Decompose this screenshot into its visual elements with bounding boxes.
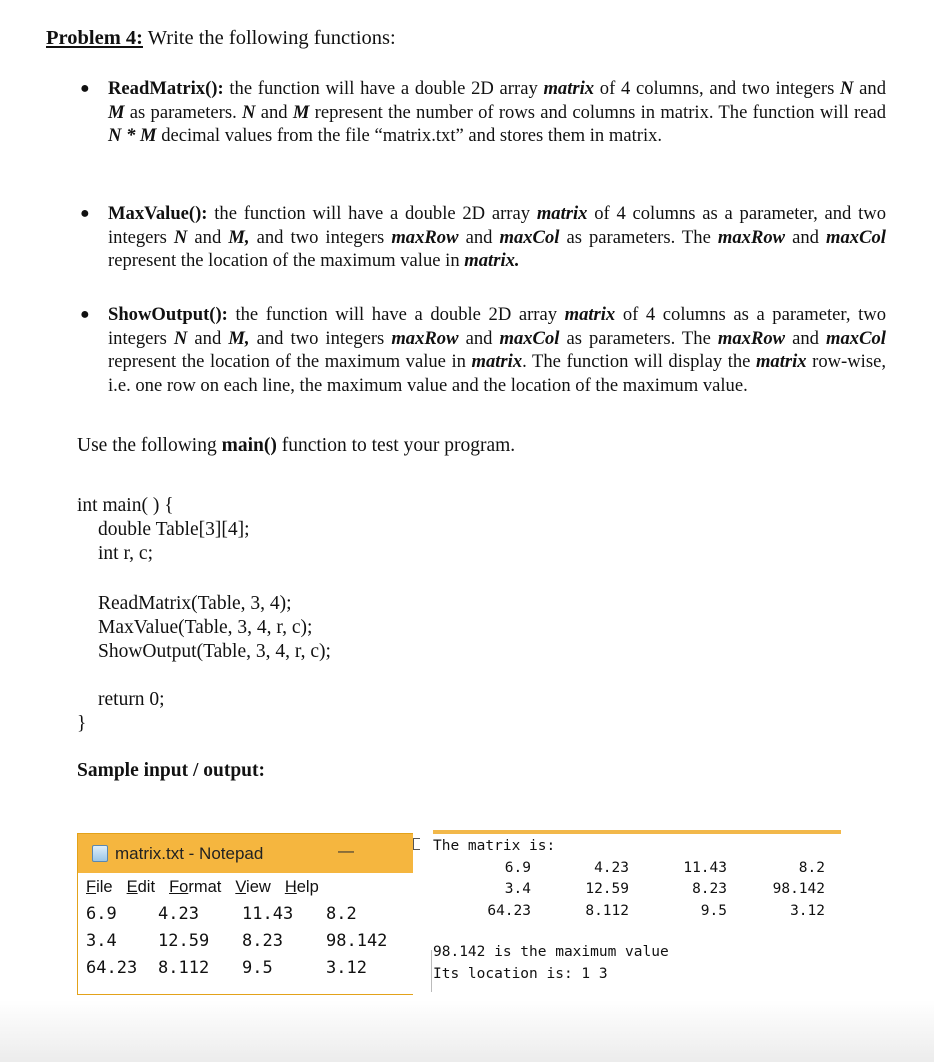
code-line: return 0; <box>98 689 165 710</box>
console-cell: 12.59 <box>585 881 629 897</box>
notepad-row <box>78 956 417 983</box>
console-cell: 4.23 <box>594 860 629 876</box>
code-line: } <box>77 713 87 734</box>
problem-intro: Write the following functions: <box>147 27 396 49</box>
notepad-cell: 3.12 <box>326 958 367 978</box>
paragraph-text: represent the location of the maximum value in <box>108 250 465 272</box>
problem-title <box>46 27 396 50</box>
menu-view[interactable] <box>235 878 270 897</box>
emphasized-term: matrix <box>564 304 616 325</box>
console-cell: 6.9 <box>504 860 531 876</box>
notepad-cell: 3.4 <box>86 931 117 951</box>
menu-format-accel: Fo <box>169 878 189 896</box>
paragraph-text: of 4 columns as a parameter, two integers <box>108 304 886 349</box>
emphasized-term: N <box>242 101 256 123</box>
paragraph-text: of 4 columns as a parameter, and two integers <box>108 203 887 248</box>
function-name: MaxValue(): <box>108 203 208 224</box>
console-window-edge <box>413 838 420 850</box>
bullet-showoutput <box>108 303 886 397</box>
paragraph-text: decimal values from the file “matrix.txt” and stores them in matrix. <box>156 125 663 147</box>
emphasized-term: maxRow <box>391 226 459 248</box>
menu-format-rest: rmat <box>188 878 222 896</box>
notepad-window <box>77 833 418 995</box>
bullet-dot: ● <box>80 205 90 222</box>
emphasized-term: M, <box>228 226 250 248</box>
bullet-dot: ● <box>80 306 90 323</box>
console-cell: 98.142 <box>772 881 825 897</box>
console-cell: 11.43 <box>683 860 727 876</box>
menu-help-rest: elp <box>296 878 319 896</box>
paragraph-text: and <box>255 101 293 123</box>
paragraph-text: as parameters. The <box>559 226 718 248</box>
console-cell: 9.5 <box>700 903 727 919</box>
emphasized-term: matrix <box>755 351 807 373</box>
console-cell: 8.23 <box>692 881 727 897</box>
problem-label: Problem 4: <box>46 27 143 49</box>
paragraph-text: the function will have a double 2D array <box>207 203 537 224</box>
paragraph-text: and <box>187 226 229 248</box>
notepad-icon <box>92 845 108 862</box>
menu-view-rest: iew <box>246 878 271 896</box>
console-output <box>413 830 841 998</box>
function-name: ReadMatrix(): <box>108 78 224 99</box>
code-line: ReadMatrix(Table, 3, 4); <box>98 593 292 614</box>
console-max-line: 98.142 is the maximum value <box>433 944 669 960</box>
paragraph-text: and <box>458 226 500 248</box>
code-line: ShowOutput(Table, 3, 4, r, c); <box>98 641 331 662</box>
console-heading: The matrix is: <box>433 838 556 854</box>
emphasized-term: N <box>840 78 854 99</box>
page-bottom-fade <box>0 1000 934 1062</box>
paragraph-text: and <box>785 327 827 349</box>
bullet-readmatrix <box>108 77 886 148</box>
menu-edit-rest: dit <box>137 878 156 896</box>
sample-heading: Sample input / output: <box>77 760 266 781</box>
use-main-text <box>77 435 515 457</box>
menu-edit[interactable] <box>127 878 155 897</box>
code-line: int main( ) { <box>77 495 174 516</box>
menu-file-accel: F <box>86 878 97 896</box>
paragraph-text: of 4 columns, and two integers <box>594 78 841 99</box>
menu-file-rest: ile <box>96 878 113 896</box>
console-cell: 3.12 <box>790 903 825 919</box>
console-location-line: Its location is: 1 3 <box>433 966 608 982</box>
notepad-cell: 8.23 <box>242 931 283 951</box>
notepad-titlebar[interactable] <box>78 834 417 873</box>
emphasized-term: maxCol <box>826 226 886 248</box>
menu-view-accel: V <box>235 878 247 896</box>
notepad-cell: 8.112 <box>158 958 210 978</box>
emphasized-term: maxCol <box>499 226 560 248</box>
paragraph-text: and two integers <box>249 226 392 248</box>
notepad-cell: 11.43 <box>242 904 294 924</box>
paragraph-text: and <box>853 78 887 99</box>
menu-edit-accel: E <box>126 878 138 896</box>
emphasized-term: maxCol <box>826 327 886 349</box>
bullet-dot: ● <box>80 80 90 97</box>
notepad-row <box>78 902 417 929</box>
notepad-cell: 98.142 <box>326 931 388 951</box>
emphasized-term: M <box>108 101 125 123</box>
emphasized-term: matrix <box>536 203 588 224</box>
console-cursor-bar <box>431 950 432 992</box>
paragraph-text: row-wise, i.e. one row on each line, the maximum value and the location of the maximum value. <box>108 351 886 396</box>
menu-file[interactable] <box>86 878 113 897</box>
notepad-cell: 64.23 <box>86 958 138 978</box>
emphasized-term: matrix <box>471 351 523 373</box>
notepad-cell: 6.9 <box>86 904 117 924</box>
use-text-bold: main() <box>221 435 277 456</box>
paragraph-text: and two integers <box>249 327 392 349</box>
emphasized-term: matrix. <box>464 250 520 272</box>
menu-format[interactable] <box>169 878 221 897</box>
paragraph-text: the function will have a double 2D array <box>227 304 565 325</box>
paragraph-text: and <box>187 327 229 349</box>
paragraph-text: represent the number of rows and columns in matrix. The function will read <box>309 101 887 123</box>
notepad-text-area[interactable] <box>78 902 417 983</box>
emphasized-term: M <box>292 101 310 123</box>
emphasized-term: maxRow <box>391 327 459 349</box>
emphasized-term: M, <box>228 327 250 349</box>
notepad-row <box>78 929 417 956</box>
console-top-border <box>433 830 841 834</box>
use-text-after: function to test your program. <box>276 435 516 456</box>
emphasized-term: matrix <box>543 78 595 99</box>
menu-help[interactable] <box>285 878 319 897</box>
emphasized-term: N <box>173 226 188 248</box>
emphasized-term: maxRow <box>717 226 786 248</box>
paragraph-text: as parameters. <box>124 101 243 123</box>
paragraph-text: represent the location of the maximum value in <box>108 351 472 373</box>
paragraph-text: the function will have a double 2D array <box>223 78 544 99</box>
use-text-before: Use the following <box>77 435 222 456</box>
paragraph-text: . The function will display the <box>522 351 756 373</box>
notepad-cell: 12.59 <box>158 931 210 951</box>
notepad-cell: 8.2 <box>326 904 357 924</box>
notepad-menubar <box>78 873 417 902</box>
emphasized-term: N <box>173 327 188 349</box>
minimize-button[interactable]: — <box>338 843 354 860</box>
code-line: double Table[3][4]; <box>98 519 250 540</box>
paragraph-text: as parameters. The <box>559 327 718 349</box>
function-name: ShowOutput(): <box>108 304 228 325</box>
notepad-cell: 9.5 <box>242 958 273 978</box>
emphasized-term: maxCol <box>499 327 560 349</box>
notepad-title: matrix.txt - Notepad <box>115 843 264 863</box>
emphasized-term: maxRow <box>717 327 786 349</box>
paragraph-text: and <box>458 327 500 349</box>
bullet-maxvalue <box>108 202 886 273</box>
console-cell: 3.4 <box>504 881 531 897</box>
console-cell: 8.2 <box>798 860 825 876</box>
console-cell: 64.23 <box>487 903 531 919</box>
notepad-cell: 4.23 <box>158 904 199 924</box>
code-line: int r, c; <box>98 543 153 564</box>
code-line: MaxValue(Table, 3, 4, r, c); <box>98 617 313 638</box>
menu-help-accel: H <box>284 878 297 896</box>
console-cell: 8.112 <box>585 903 629 919</box>
paragraph-text: and <box>785 226 827 248</box>
emphasized-term: N * M <box>108 125 157 147</box>
